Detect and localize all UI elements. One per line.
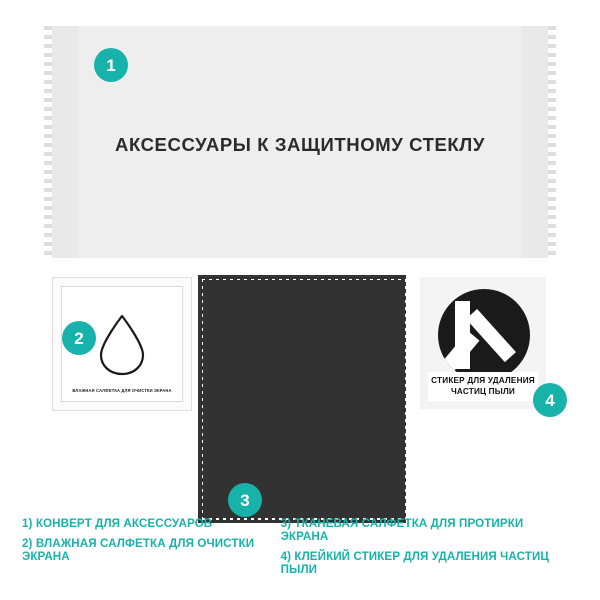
water-drop-icon [95,313,149,377]
badge-4: 4 [533,383,567,417]
badge-3: 3 [228,483,262,517]
dust-sticker-label-line1: СТИКЕР ДЛЯ УДАЛЕНИЯ [431,375,535,385]
poster-title: АКСЕССУАРЫ К ЗАЩИТНОМУ СТЕКЛУ [114,134,485,155]
badge-2: 2 [62,321,96,355]
k-logo-icon [438,289,530,381]
microfiber-cloth [203,280,401,518]
legend-item-3: 3) ТКАНЕВАЯ САЛФЕТКА ДЛЯ ПРОТИРКИ ЭКРАНА [280,517,524,543]
dust-sticker-label-line2: ЧАСТИЦ ПЫЛИ [450,386,516,396]
legend-item-2: 2) ВЛАЖНАЯ САЛФЕТКА ДЛЯ ОЧИСТКИ ЭКРАНА [22,537,255,563]
legend-item-4: 4) КЛЕЙКИЙ СТИКЕР ДЛЯ УДАЛЕНИЯ ЧАСТИЦ ПЫЛИ [280,550,549,576]
legend-right-column [281,517,562,576]
wet-wipe-sachet-text: ВЛАЖНАЯ САЛФЕТКА ДЛЯ ОЧИСТКИ ЭКРАНА [72,388,172,394]
legend-left-column [22,517,281,576]
dust-sticker-label [428,372,538,401]
legend [22,517,578,576]
dust-sticker [420,277,546,409]
legend-item-1: 1) КОНВЕРТ ДЛЯ АКСЕССУАРОВ [22,517,213,530]
badge-1: 1 [94,48,128,82]
